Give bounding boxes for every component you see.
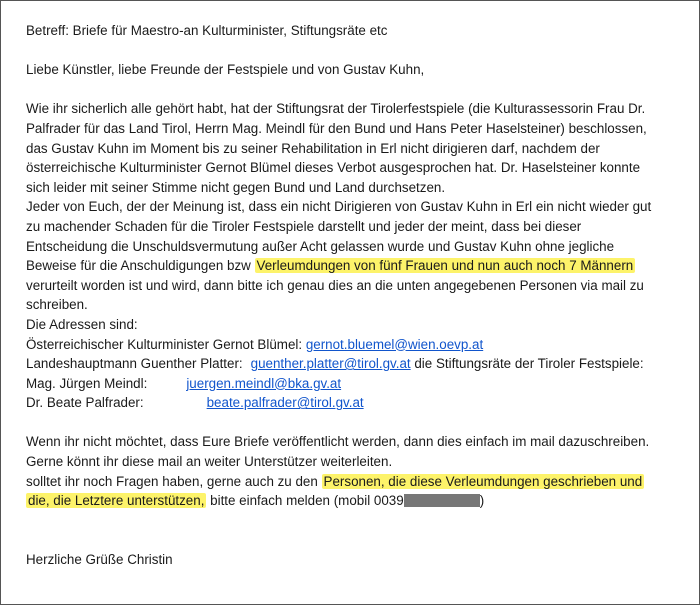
paragraph-line: schreiben. [26,297,88,313]
greeting-line: Liebe Künstler, liebe Freunde der Festspiele und von Gustav Kuhn, [26,62,425,78]
address-row-platter [26,354,694,374]
paragraph-line: zu machender Schaden für die Tiroler Festspiele darstellt und jeder der meint, dass bei dieser [26,218,582,234]
paragraph-text: ) [479,493,485,509]
paragraph-text: bitte einfach melden (mobil 0039 [206,493,404,509]
paragraph-line: österreichische Kulturminister Gernot Blümel dieses Verbot ausgesprochen hat. Dr. Haselsteiner konnte [26,160,641,176]
paragraph-line-highlighted [26,472,694,492]
closing-signature: Herzliche Grüße Christin [26,552,173,568]
redacted-phone-number [404,494,480,507]
email-body [26,21,694,570]
paragraph-1 [26,99,694,197]
highlighted-text-unterstuetzen: die, die Letztere unterstützen, [28,493,205,509]
address-label: Dr. Beate Palfrader: [26,395,144,411]
paragraph-text: Beweise für die Anschuldigungen bzw [26,258,255,274]
address-label: Österreichischer Kulturminister Gernot Blümel: [26,336,306,352]
highlighted-text-personen: Personen, die diese Verleumdungen geschrieben und [323,473,643,489]
email-link-blumel[interactable]: gernot.bluemel@wien.oevp.at [305,336,484,352]
paragraph-line: Wenn ihr nicht möchtet, dass Eure Briefe veröffentlicht werden, dann dies einfach im mail dazuschreiben. [26,434,650,450]
addresses-heading: Die Adressen sind: [26,316,138,332]
email-link-meindl[interactable]: juergen.meindl@bka.gv.at [186,375,342,391]
paragraph-line-highlighted [26,491,694,511]
address-label: Mag. Jürgen Meindl: [26,375,148,391]
email-link-palfrader[interactable]: beate.palfrader@tirol.gv.at [206,395,364,411]
paragraph-line-highlighted [26,256,694,276]
paragraph-text: solltet ihr noch Fragen haben, gerne auch zu den [26,473,322,489]
paragraph-line: das Gustav Kuhn im Moment bis zu seiner Rehabilitation in Erl nicht dirigieren darf, nachdem der [26,140,600,156]
paragraph-line: Entscheidung die Unschuldsvermutung außer Acht gelassen wurde und Gustav Kuhn ohne jegliche [26,238,615,254]
email-link-platter[interactable]: guenther.platter@tirol.gv.at [250,356,411,372]
address-label: Landeshauptmann Guenther Platter: [26,356,243,372]
highlighted-text-verleumdungen: Verleumdungen von fünf Frauen und nun auch noch 7 Männern [256,258,634,274]
paragraph-2 [26,197,694,315]
paragraph-3 [26,432,694,471]
paragraph-line: Gerne könnt ihr diese mail an weiter Unterstützer weiterleiten. [26,454,393,470]
paragraph-line: sich leider mit seiner Stimme nicht gegen Bund und Land durchsetzen. [26,179,446,195]
subject-line: Betreff: Briefe für Maestro-an Kulturminister, Stiftungsräte etc [26,23,388,38]
paragraph-line: Palfrader für das Land Tirol, Herrn Mag. Meindl für den Bund und Hans Peter Haselsteiner) beschlossen, [26,120,647,136]
address-list [26,315,694,413]
address-row-meindl [26,374,694,394]
paragraph-line: verurteilt worden ist und wird, dann bitte ich genau dies an die unten angegebenen Personen via mail zu [26,277,644,293]
address-row-blumel [26,335,694,355]
paragraph-line: Wie ihr sicherlich alle gehört habt, hat der Stiftungsrat der Tirolerfestspiele (die Kulturassessorin Frau Dr. [26,101,646,117]
paragraph-line: Jeder von Euch, der der Meinung ist, dass ein nicht Dirigieren von Gustav Kuhn in Erl ein nicht wieder gut [26,199,652,215]
address-row-palfrader [26,393,694,413]
paragraph-4 [26,472,694,511]
address-trailing-text: die Stiftungsräte der Tiroler Festspiele: [410,356,644,372]
